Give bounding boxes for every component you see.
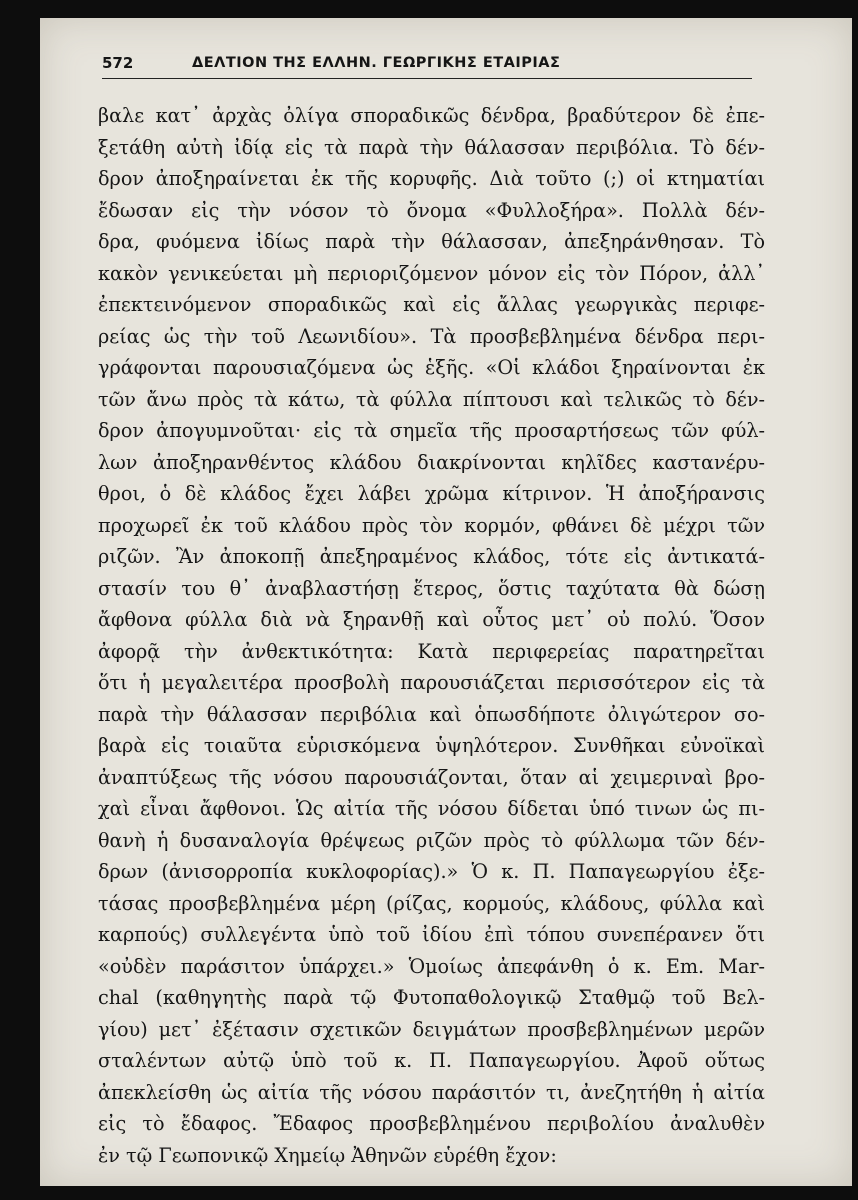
running-header [102,48,752,79]
text-line: τῶν ἄνω πρὸς τὰ κάτω, τὰ φύλλα πίπτουσι καὶ τελικῶς τὸ δέν- [98,387,765,411]
text-line: ξετάθη αὐτὴ ἰδίᾳ εἰς τὰ παρὰ τὴν θάλασσαν περιβόλια. Τὸ δέν- [98,135,765,159]
text-line: στασίν του θ᾿ ἀναβλαστήσῃ ἕτερος, ὅστις ταχύτατα θὰ δώσῃ [98,576,765,600]
text-line: βαρὰ εἰς τοιαῦτα εὑρισκόμενα ὑψηλότερον. Συνθῆκαι εὐνοϊκαὶ [98,734,765,757]
text-line: ριζῶν. Ἂν ἀποκοπῇ ἀπεξηραμένος κλάδος, τότε εἰς ἀντικατά- [98,545,765,568]
text-line: τάσας προσβεβλημένα μέρη (ρίζας, κορμούς, κλάδους, φύλλα καὶ [98,891,765,915]
text-line: ἀναπτύξεως τῆς νόσου παρουσιάζονται, ὅταν αἱ χειμεριναὶ βρο- [98,765,765,789]
text-line: ρείας ὡς τὴν τοῦ Λεωνιδίου». Τὰ προσβεβλημένα δένδρα περι- [98,324,765,348]
text-line: θανὴ ἡ δυσαναλογία θρέψεως ριζῶν πρὸς τὸ φύλλωμα τῶν δέν- [98,828,765,852]
text-line: ἔδωσαν εἰς τὴν νόσον τὸ ὄνομα «Φυλλοξήρα». Πολλὰ δέν- [98,198,765,222]
text-line: δρον ἀπογυμνοῦται· εἰς τὰ σημεῖα τῆς προσαρτήσεως τῶν φύλ- [98,419,765,442]
text-line: παρὰ τὴν θάλασσαν περιβόλια καὶ ὁπωσδήποτε ὀλιγώτερον σο- [98,702,765,726]
text-line: ἐπεκτεινόμενον σποραδικῶς καὶ εἰς ἄλλας γεωργικὰς περιφε- [98,293,765,316]
text-line: γίου) μετ᾿ ἐξέτασιν σχετικῶν δειγμάτων προσβεβλημένων μερῶν [98,1017,765,1041]
text-line: ἄφθονα φύλλα διὰ νὰ ξηρανθῇ καὶ οὗτος μετ᾿ οὐ πολύ. Ὅσον [98,608,765,631]
text-line: κακὸν γενικεύεται μὴ περιοριζόμενον μόνον εἰς τὸν Πόρον, ἀλλ᾿ [98,261,765,285]
text-line: λων ἀποξηρανθέντος κλάδου διακρίνονται κηλῖδες καστανέρυ- [98,450,765,474]
text-line: γράφονται παρουσιαζόμενα ὡς ἑξῆς. «Οἱ κλάδοι ξηραίνονται ἐκ [98,356,765,379]
text-line: προχωρεῖ ἐκ τοῦ κλάδου πρὸς τὸν κορμόν, φθάνει δὲ μέχρι τῶν [98,513,765,537]
text-line: δρον ἀποξηραίνεται ἐκ τῆς κορυφῆς. Διὰ τοῦτο (;) οἱ κτηματίαι [98,167,765,190]
text-line: εἰς τὸ ἔδαφος. Ἔδαφος προσβεβλημένου περιβολίου ἀναλυθὲν [98,1112,765,1135]
text-line: ἀπεκλείσθη ὡς αἰτία τῆς νόσου παράσιτόν τι, ἀνεζητήθη ἡ αἰτία [98,1080,765,1104]
running-title: ΔΕΛΤΙΟΝ ΤΗΣ ΕΛΛΗΝ. ΓΕΩΡΓΙΚΗΣ ΕΤΑΙΡΙΑΣ [192,55,561,71]
text-line: chal (καθηγητὴς παρὰ τῷ Φυτοπαθολογικῷ Σταθμῷ τοῦ Βελ- [98,986,765,1009]
text-line: χαὶ εἶναι ἄφθονοι. Ὡς αἰτία τῆς νόσου δίδεται ὑπό τινων ὡς πι- [98,797,765,820]
text-line: βαλε κατ᾿ ἀρχὰς ὀλίγα σποραδικῶς δένδρα, βραδύτερον δὲ ἐπε- [98,104,765,127]
text-line: «οὐδὲν παράσιτον ὑπάρχει.» Ὁμοίως ἀπεφάνθη ὁ κ. Em. Mar- [98,954,765,978]
text-line: ὅτι ἡ μεγαλειτέρα προσβολὴ παρουσιάζεται περισσότερον εἰς τὰ [98,671,765,694]
body-text [98,100,765,1171]
text-line: σταλέντων αὐτῷ ὑπὸ τοῦ κ. Π. Παπαγεωργίου. Ἀφοῦ οὕτως [98,1049,765,1072]
page-number: 572 [102,54,134,72]
text-line: θροι, ὁ δὲ κλάδος ἔχει λάβει χρῶμα κίτρινον. Ἡ ἀποξήρανσις [98,482,765,505]
text-line: δρων (ἀνισορροπία κυκλοφορίας).» Ὁ κ. Π. Παπαγεωργίου ἐξε- [98,860,765,883]
text-line: ἀφορᾷ τὴν ἀνθεκτικότητα: Κατὰ περιφερείας παρατηρεῖται [98,639,765,663]
text-line: καρπούς) συλλεγέντα ὑπὸ τοῦ ἰδίου ἐπὶ τόπου συνεπέρανεν ὅτι [98,923,765,946]
text-line: δρα, φυόμενα ἰδίως παρὰ τὴν θάλασσαν, ἀπεξηράνθησαν. Τὸ [98,230,765,253]
text-line: ἐν τῷ Γεωπονικῷ Χημείῳ Ἀθηνῶν εὑρέθη ἔχον: [98,1143,557,1167]
